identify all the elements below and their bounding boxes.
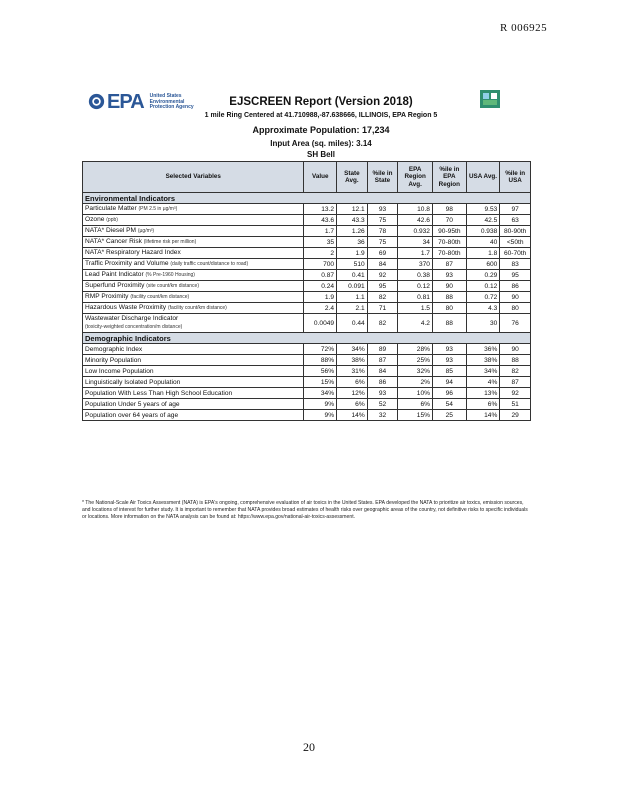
variable-name: [83, 303, 304, 314]
variable-unit: (facility count/km distance): [167, 305, 227, 311]
variable-label: RMP Proximity: [85, 293, 131, 300]
table-cell: 52: [367, 399, 398, 410]
table-cell: 600: [466, 259, 500, 270]
table-cell: 0.0049: [304, 314, 337, 333]
table-cell: 84: [367, 259, 398, 270]
table-cell: 0.29: [466, 270, 500, 281]
table-cell: 85: [432, 366, 466, 377]
variable-name: [83, 204, 304, 215]
table-cell: 34: [398, 237, 433, 248]
table-cell: 92: [500, 388, 531, 399]
section-header-demographic: Demographic Indicators: [83, 333, 531, 344]
table-cell: 40: [466, 237, 500, 248]
variable-label: Demographic Index: [85, 345, 143, 353]
variable-name: [83, 344, 304, 355]
variable-unit: (lifetime risk per million): [143, 239, 197, 245]
table-cell: 84: [367, 366, 398, 377]
table-cell: 51: [500, 399, 531, 410]
table-row: [83, 270, 531, 281]
table-row: [83, 344, 531, 355]
table-cell: 29: [500, 410, 531, 421]
table-cell: 32%: [398, 366, 433, 377]
table-cell: 87: [500, 377, 531, 388]
variable-name: [83, 226, 304, 237]
table-cell: 9%: [304, 410, 337, 421]
col-header: %ile in State: [367, 162, 398, 193]
table-cell: 34%: [337, 344, 368, 355]
col-header: Value: [304, 162, 337, 193]
table-cell: 4%: [466, 377, 500, 388]
table-cell: 14%: [466, 410, 500, 421]
epa-wordmark: EPA: [88, 91, 144, 114]
col-header: USA Avg.: [466, 162, 500, 193]
table-cell: 54: [432, 399, 466, 410]
table-cell: 14%: [337, 410, 368, 421]
bates-number: R 006925: [500, 22, 548, 34]
table-row: [83, 226, 531, 237]
variable-label: NATA* Cancer Risk: [85, 238, 144, 245]
variable-name: [83, 281, 304, 292]
table-cell: 93: [367, 388, 398, 399]
table-cell: 72%: [304, 344, 337, 355]
table-cell: 13.2: [304, 204, 337, 215]
table-cell: 82: [367, 292, 398, 303]
table-cell: 56%: [304, 366, 337, 377]
input-area: Input Area (sq. miles): 3.14: [270, 139, 372, 148]
table-cell: 0.72: [466, 292, 500, 303]
table-cell: 10%: [398, 388, 433, 399]
table-cell: 43.6: [304, 215, 337, 226]
table-cell: 98: [432, 204, 466, 215]
table-cell: 1.9: [304, 292, 337, 303]
table-cell: 13%: [466, 388, 500, 399]
table-cell: 88: [432, 292, 466, 303]
table-cell: 15%: [398, 410, 433, 421]
table-cell: 97: [500, 204, 531, 215]
table-cell: 60-70th: [500, 248, 531, 259]
table-row: [83, 248, 531, 259]
variable-name: [83, 355, 304, 366]
variable-name: [83, 248, 304, 259]
table-cell: 6%: [337, 399, 368, 410]
table-cell: 82: [500, 366, 531, 377]
table-cell: 6%: [466, 399, 500, 410]
table-cell: 1.7: [398, 248, 433, 259]
table-cell: 1.1: [337, 292, 368, 303]
variable-label: NATA* Diesel PM: [85, 227, 138, 234]
table-cell: 9.53: [466, 204, 500, 215]
table-cell: 0.81: [398, 292, 433, 303]
table-row: [83, 204, 531, 215]
table-cell: 15%: [304, 377, 337, 388]
table-cell: 10.8: [398, 204, 433, 215]
table-row: [83, 410, 531, 421]
table-cell: 87: [367, 355, 398, 366]
table-cell: 95: [500, 270, 531, 281]
table-cell: 1.26: [337, 226, 368, 237]
table-cell: 42.5: [466, 215, 500, 226]
col-header: State Avg.: [337, 162, 368, 193]
variable-name: [83, 377, 304, 388]
variable-name: [83, 399, 304, 410]
table-cell: 4.2: [398, 314, 433, 333]
table-cell: 25%: [398, 355, 433, 366]
variable-unit: (PM 2.5 in µg/m³): [138, 206, 178, 212]
table-header-row: [83, 162, 531, 193]
table-cell: 6%: [337, 377, 368, 388]
table-cell: 82: [367, 314, 398, 333]
variable-unit: (ppb): [106, 217, 118, 223]
table-cell: 36%: [466, 344, 500, 355]
table-row: [83, 355, 531, 366]
table-row: [83, 314, 531, 333]
variable-unit: (facility count/km distance): [130, 294, 190, 300]
variable-name: [83, 366, 304, 377]
variable-label: NATA* Respiratory Hazard Index: [85, 249, 181, 256]
table-cell: 38%: [466, 355, 500, 366]
table-row: [83, 292, 531, 303]
table-cell: 86: [367, 377, 398, 388]
table-cell: 69: [367, 248, 398, 259]
table-cell: 86: [500, 281, 531, 292]
table-cell: 0.938: [466, 226, 500, 237]
table-cell: 700: [304, 259, 337, 270]
col-header: %ile in EPA Region: [432, 162, 466, 193]
location-name: SH Bell: [306, 150, 335, 159]
nata-footnote: * The National-Scale Air Toxics Assessment (NATA) is EPA's ongoing, comprehensive evaluation of air toxics in the United States. EPA developed the NATA to prioritize air toxics, emission sources, and locations of interest for further study. It is important to remember that NATA provides broad estimates of health risks over geographic areas of the country, not definitive risks to specific individuals or locations. More information on the NATA analysis can be found at: https://www.epa.gov/national-air-toxics-assessment.: [82, 500, 528, 521]
table-cell: 12%: [337, 388, 368, 399]
table-row: [83, 303, 531, 314]
table-cell: 80-90th: [500, 226, 531, 237]
table-row: [83, 377, 531, 388]
variable-name: [83, 259, 304, 270]
table-cell: 80: [432, 303, 466, 314]
variable-label: Traffic Proximity and Volume: [85, 260, 171, 267]
table-cell: 93: [432, 270, 466, 281]
table-cell: 76: [500, 314, 531, 333]
table-cell: 94: [432, 377, 466, 388]
table-cell: 30: [466, 314, 500, 333]
table-cell: 2%: [398, 377, 433, 388]
table-cell: 1.7: [304, 226, 337, 237]
table-cell: 9%: [304, 399, 337, 410]
table-cell: 90-95th: [432, 226, 466, 237]
variable-unit: (site count/km distance): [146, 283, 200, 289]
variable-label: Particulate Matter: [85, 205, 139, 212]
table-cell: 0.932: [398, 226, 433, 237]
table-cell: 0.24: [304, 281, 337, 292]
variable-label: Population With Less Than High School Education: [85, 389, 233, 397]
table-cell: 93: [432, 355, 466, 366]
table-cell: 34%: [304, 388, 337, 399]
table-cell: 35: [304, 237, 337, 248]
variable-unit: (daily traffic count/distance to road): [170, 261, 249, 267]
table-cell: 0.12: [398, 281, 433, 292]
table-cell: 38%: [337, 355, 368, 366]
table-cell: 0.41: [337, 270, 368, 281]
variable-label: Low Income Population: [85, 367, 154, 375]
table-cell: 96: [432, 388, 466, 399]
table-cell: 75: [367, 215, 398, 226]
table-cell: 0.87: [304, 270, 337, 281]
table-cell: 93: [367, 204, 398, 215]
page-number: 20: [303, 740, 315, 754]
table-cell: 370: [398, 259, 433, 270]
variable-label: Minority Population: [85, 356, 142, 364]
table-cell: 88%: [304, 355, 337, 366]
variable-label: Ozone: [85, 216, 107, 223]
population: Approximate Population: 17,234: [252, 125, 390, 135]
table-cell: 2: [304, 248, 337, 259]
variable-unit: (% Pre-1960 Housing): [145, 272, 195, 278]
table-cell: 88: [432, 314, 466, 333]
table-cell: 70: [432, 215, 466, 226]
variable-label: Linguistically Isolated Population: [85, 378, 181, 386]
variable-label: Hazardous Waste Proximity: [85, 304, 168, 311]
table-row: [83, 237, 531, 248]
table-row: [83, 399, 531, 410]
table-cell: 87: [432, 259, 466, 270]
table-cell: 36: [337, 237, 368, 248]
table-cell: 0.44: [337, 314, 368, 333]
table-cell: 0.091: [337, 281, 368, 292]
table-cell: 2.1: [337, 303, 368, 314]
col-header: EPA Region Avg.: [398, 162, 433, 193]
variable-name: [83, 314, 304, 333]
table-cell: 43.3: [337, 215, 368, 226]
table-cell: 34%: [466, 366, 500, 377]
variable-label: Superfund Proximity: [85, 282, 147, 289]
table-cell: 70-80th: [432, 248, 466, 259]
table-cell: 89: [367, 344, 398, 355]
table-cell: 90: [500, 344, 531, 355]
variable-label: Population over 64 years of age: [85, 411, 179, 419]
table-cell: 28%: [398, 344, 433, 355]
table-cell: 90: [500, 292, 531, 303]
table-row: [83, 281, 531, 292]
table-cell: 42.6: [398, 215, 433, 226]
ejscreen-table: [82, 161, 531, 421]
table-cell: 88: [500, 355, 531, 366]
table-cell: 12.1: [337, 204, 368, 215]
report-subtitle: 1 mile Ring Centered at 41.710988,-87.638666, ILLINOIS, EPA Region 5: [204, 112, 438, 119]
table-row: [83, 259, 531, 270]
table-cell: 83: [500, 259, 531, 270]
table-cell: 4.3: [466, 303, 500, 314]
section-header-environmental: Environmental Indicators: [83, 193, 531, 204]
table-cell: 32: [367, 410, 398, 421]
table-cell: <50th: [500, 237, 531, 248]
variable-name: [83, 270, 304, 281]
table-cell: 2.4: [304, 303, 337, 314]
table-cell: 63: [500, 215, 531, 226]
table-cell: 31%: [337, 366, 368, 377]
epa-agency-name: United States Environmental Protection Agency: [149, 93, 194, 111]
variable-label: Lead Paint Indicator: [85, 271, 146, 278]
table-row: [83, 388, 531, 399]
table-cell: 80: [500, 303, 531, 314]
table-cell: 78: [367, 226, 398, 237]
table-cell: 1.9: [337, 248, 368, 259]
variable-name: [83, 410, 304, 421]
table-cell: 95: [367, 281, 398, 292]
table-row: [83, 215, 531, 226]
table-cell: 510: [337, 259, 368, 270]
variable-name: [83, 388, 304, 399]
variable-name: [83, 237, 304, 248]
variable-label: Population Under 5 years of age: [85, 400, 180, 408]
table-cell: 0.12: [466, 281, 500, 292]
table-cell: 1.5: [398, 303, 433, 314]
table-cell: 25: [432, 410, 466, 421]
col-header: %ile in USA: [500, 162, 531, 193]
table-cell: 92: [367, 270, 398, 281]
table-cell: 6%: [398, 399, 433, 410]
table-cell: 1.8: [466, 248, 500, 259]
table-cell: 75: [367, 237, 398, 248]
table-cell: 71: [367, 303, 398, 314]
variable-name: [83, 215, 304, 226]
col-header: Selected Variables: [83, 162, 304, 193]
variable-unit: (toxicity-weighted concentration/m distance): [85, 324, 183, 330]
table-cell: 0.38: [398, 270, 433, 281]
variable-unit: (µg/m³): [137, 228, 155, 234]
variable-label: Wastewater Discharge Indicator: [85, 315, 179, 322]
table-cell: 70-80th: [432, 237, 466, 248]
table-row: [83, 366, 531, 377]
report-title: EJSCREEN Report (Version 2018): [229, 96, 413, 108]
table-cell: 90: [432, 281, 466, 292]
variable-name: [83, 292, 304, 303]
table-cell: 93: [432, 344, 466, 355]
